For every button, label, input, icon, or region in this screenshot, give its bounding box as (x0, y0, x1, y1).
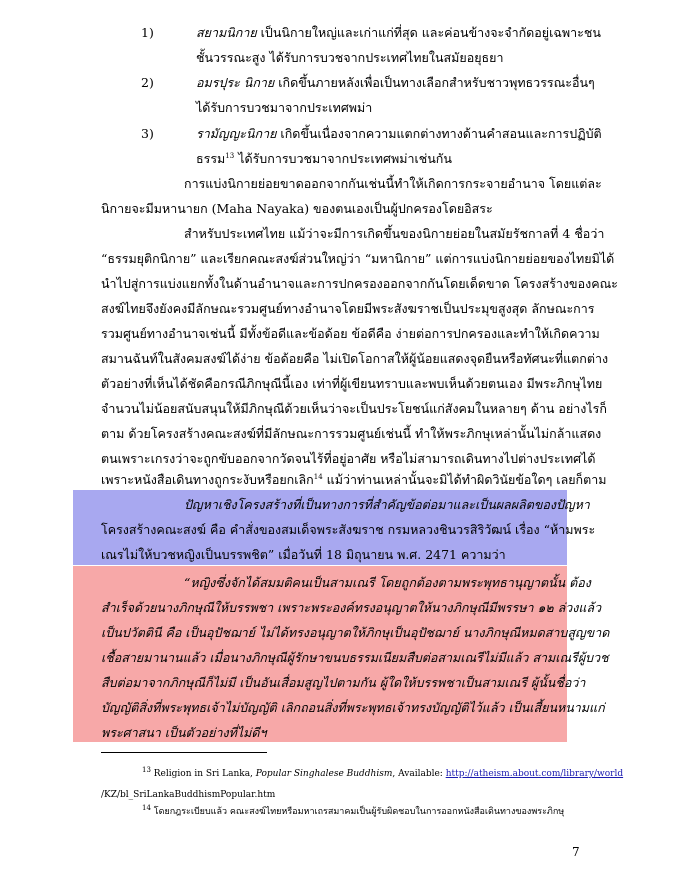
list-item-line: ธรรม$^{13}$ ได้รับการบวชมาจากประเทศพม่าเช่นกัน (196, 151, 452, 166)
list-item-text: เกิดขึ้นภายหลังเพื่อเป็นทางเลือกสำหรับชาวพุทธวรรณะอื่นๆ (274, 75, 595, 90)
list-item-text: เป็นนิกายใหญ่และเก่าแก่ที่สุด และค่อนข้างจะจำกัดอยู่เฉพาะชน (256, 25, 601, 40)
footnote-13-continued: /KZ/bl_SriLankaBuddhismPopular.htm (101, 790, 276, 800)
list-item-name: อมรปุระ นิกาย (196, 75, 275, 90)
paragraph-line: โครงสร้างคณะสงฆ์ คือ คำสั่งของสมเด็จพระสังฆราช กรมหลวงชินวรสิริวัฒน์ เรื่อง “ห้ามพระ (101, 522, 596, 537)
quote-line: พระศาสนา เป็นตัวอย่างที่ไม่ดีฯ (101, 725, 267, 740)
list-item-line (196, 25, 601, 41)
list-item-line (196, 126, 602, 142)
paragraph-line: สำหรับประเทศไทย แม้ว่าจะมีการเกิดขึ้นของนิกายย่อยในสมัยรัชกาลที่ 4 ชื่อว่า (184, 226, 605, 241)
paragraph-line: จำนวนไม่น้อยสนับสนุนให้มีภิกษุณีด้วยเห็นว่าจะเป็นประโยชน์แก่สังคมในหลายๆ ด้าน อย่างไรก็ (101, 401, 607, 416)
list-item-line: ชั้นวรรณะสูง ได้รับการบวชจากประเทศไทยในสมัยอยุธยา (196, 50, 504, 65)
quote-line: เชื้อสายมานานแล้ว เมื่อนางภิกษุณีผู้รักษาขนบธรรมเนียมสืบต่อสามเณรีไม่มีแล้ว สามเณรีผู้บวช (101, 650, 609, 665)
paragraph-line: ปัญหาเชิงโครงสร้างที่เป็นทางการที่สำคัญข้อต่อมาและเป็นผลผลิตของปัญหา (184, 497, 590, 512)
footnote-ref: 13 (225, 151, 235, 160)
quote-line: สืบต่อมาจากภิกษุณีก็ไม่มี เป็นอันเสื่อมสูญไปตามกัน ผู้ใดให้บรรพชาเป็นสามเณรี ผู้นั้นชื่อว่า (101, 675, 586, 690)
footnote-ref: 14 (313, 472, 323, 481)
page-number: 7 (572, 845, 580, 859)
paragraph-line: เพราะหนังสือเดินทางถูกระงับหรือยกเลิก$^{14}$ แม้ว่าท่านเหล่านั้นจะมิได้ทำผิดวินัยข้อใดๆ เลยก็ตาม (101, 472, 607, 487)
quote-line: “หญิงซึ่งจักได้สมมติคนเป็นสามเณรี โดยถูกต้องตามพระพุทธานุญาตนั้น ต้อง (184, 575, 591, 590)
list-number: 2) (141, 75, 154, 90)
footnote-13: $^{13}$ Religion in Sri Lanka, Popular Singhalese Buddhism, Available: http://atheism.about.com/library/world (142, 766, 624, 779)
paragraph-line: รวมศูนย์ทางอำนาจเช่นนี้ มีทั้งข้อดีและข้อด้อย ข้อดีคือ ง่ายต่อการปกครองและทำให้เกิดความ (101, 326, 600, 341)
paragraph-line: นิกายจะมีมหานายก (Maha Nayaka) ของตนเองเป็นผู้ปกครองโดยอิสระ (101, 201, 493, 216)
paragraph-line: ตนเพราะเกรงว่าจะถูกขับออกจากวัดจนไร้ที่อยู่อาศัย หรือไม่สามารถเดินทางไปต่างประเทศได้ (101, 451, 596, 466)
paragraph-line: สงฆ์ไทยจึงยังคงมีลักษณะรวมศูนย์ทางอำนาจโดยมีพระสังฆราชเป็นประมุขสูงสุด ลักษณะการ (101, 301, 595, 316)
list-item-text: เกิดขึ้นเนื่องจากความแตกต่างทางด้านคำสอนและการปฏิบัติ (276, 126, 602, 141)
paragraph-line: สมานฉันท์ในสังคมสงฆ์ได้ง่าย ข้อด้อยคือ ไม่เปิดโอกาสให้ผู้น้อยแสดงจุดยืนหรือทัศนะที่แตกต่าง (101, 351, 609, 366)
list-item-name: รามัญญะนิกาย (196, 126, 277, 141)
paragraph-line: การแบ่งนิกายย่อยขาดออกจากกันเช่นนี้ทำให้เกิดการกระจายอำนาจ โดยแต่ละ (184, 176, 602, 191)
paragraph-line: “ธรรมยุติกนิกาย” และเรียกคณะสงฆ์ส่วนใหญ่ว่า “มหานิกาย” แต่การแบ่งนิกายย่อยของไทยมิได้ (101, 251, 615, 266)
list-item-name: สยามนิกาย (196, 25, 257, 40)
quote-line: บัญญัติสิ่งที่พระพุทธเจ้าไม่บัญญัติ เลิกถอนสิ่งที่พระพุทธเจ้าทรงบัญญัติไว้แล้ว เป็นเสี้ยนหนามแก่ (101, 700, 605, 715)
paragraph-line: เณรไม่ให้บวชหญิงเป็นบรรพชิต” เมื่อวันที่ 18 มิถุนายน พ.ศ. 2471 ความว่า (101, 547, 506, 562)
quote-line: เป็นปวัตตินี คือ เป็นอุปัชฌาย์ ไม่ได้ทรงอนุญาตให้ภิกษุเป็นอุปัชฌาย์ นางภิกษุณีหมดสาบสูญขาด (101, 625, 610, 640)
paragraph-line: ตาม ด้วยโครงสร้างคณะสงฆ์ที่มีลักษณะการรวมศูนย์เช่นนี้ ทำให้พระภิกษุเหล่านั้นไม่กล้าแสดง (101, 426, 602, 441)
list-number: 3) (141, 126, 154, 141)
list-item-line: ได้รับการบวชมาจากประเทศพม่า (196, 100, 373, 115)
paragraph-line: นำไปสู่การแบ่งแยกทั้งในด้านอำนาจและการปกครองออกจากกันโดยเด็ดขาด โครงสร้างของคณะ (101, 276, 618, 291)
list-item-line (196, 75, 595, 91)
paragraph-line: ตัวอย่างที่เห็นได้ชัดคือกรณีภิกษุณีนี้เอง เท่าที่ผู้เขียนทราบและพบเห็นด้วยตนเอง มีพระภิกษุไทย (101, 376, 603, 391)
quote-line: สำเร็จด้วยนางภิกษุณีให้บรรพชา เพราะพระองค์ทรงอนุญาตให้นางภิกษุณีมีพรรษา ๑๒ ล่วงแล้ว (101, 600, 602, 615)
footnote-separator (101, 752, 267, 753)
footnote-14: $^{14}$ โดยกฎระเบียบแล้ว คณะสงฆ์ไทยหรือมหาเถรสมาคมเป็นผู้รับผิดชอบในการออกหนังสือเดินทางของพระภิกษุ (142, 804, 565, 817)
footnote-link[interactable]: http://atheism.about.com/library/world (445, 769, 624, 779)
list-number: 1) (141, 25, 154, 40)
